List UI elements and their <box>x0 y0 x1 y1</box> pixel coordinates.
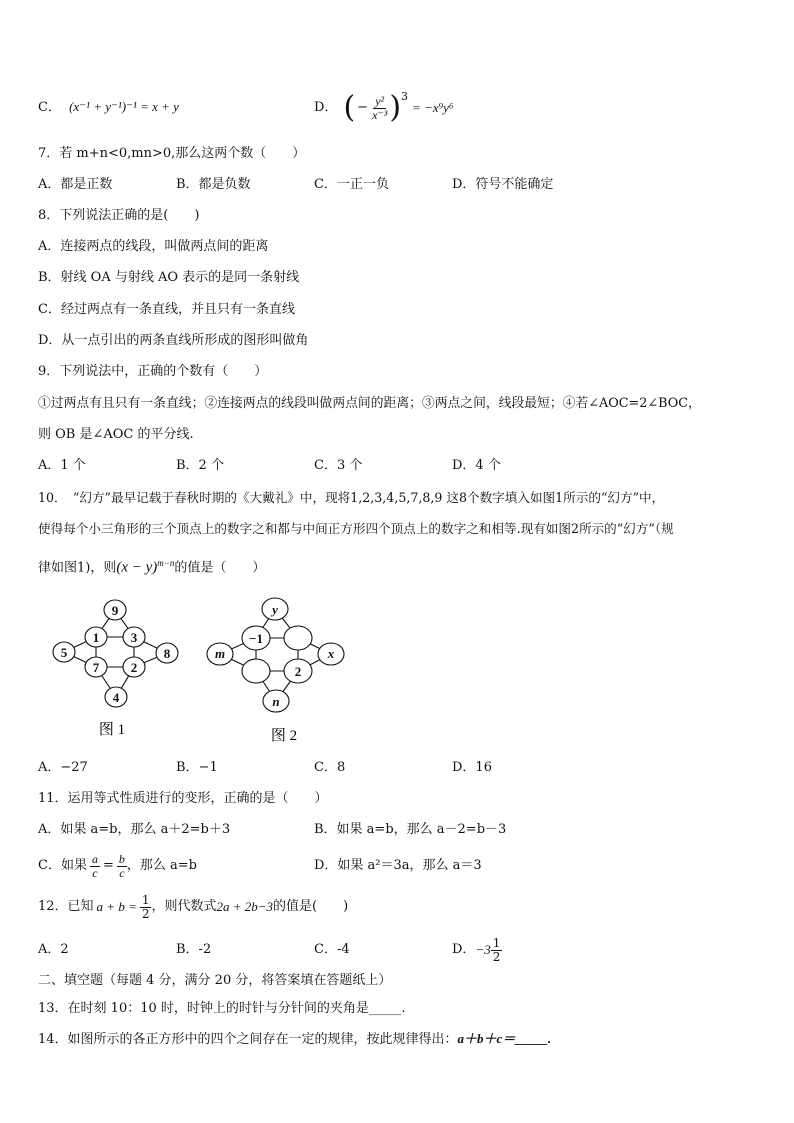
q10-exponent: m−n <box>157 558 175 568</box>
q11-option-b: B．如果 a=b，那么 a－2=b－3 <box>314 822 507 837</box>
q12-option-c: C．-4 <box>314 942 350 957</box>
section-2-heading: 二、填空题（每题 4 分，满分 20 分，将答案填在答题纸上） <box>38 973 392 988</box>
q12-d-den: 2 <box>492 949 501 964</box>
fig2-label-left: m <box>214 646 226 661</box>
q10-line3-prefix: 律如图1)，则 <box>38 560 117 576</box>
q12-stem-prefix: 12．已知 <box>38 899 94 914</box>
q11-c-den-2: c <box>119 865 125 880</box>
fig2-node-bl <box>242 659 270 683</box>
q7-option-a: A．都是正数 <box>38 177 113 192</box>
q11-stem: 11．运用等式性质进行的变形，正确的是（ ） <box>38 791 328 806</box>
fig1-label-top: 9 <box>111 603 119 618</box>
q10-stem-line2: 使得每个小三角形的三个顶点上的数字之和都与中间正方形四个顶点上的数字之和相等.现有如图2所示的“幻方”（规 <box>38 521 674 536</box>
q12-option-a: A．2 <box>38 942 69 957</box>
q10-option-d: D．16 <box>452 760 492 775</box>
q9-option-b: B．2 个 <box>176 458 224 473</box>
q6-d-sign: − <box>357 100 369 115</box>
q12-stem <box>38 889 348 925</box>
q8-option-c: C．经过两点有一条直线，并且只有一条直线 <box>38 302 295 317</box>
q12-d-label: D． <box>452 942 476 957</box>
q10-figure-2 <box>204 596 354 748</box>
q10-option-a: A．−27 <box>38 760 88 775</box>
q13-text: 13．在时刻 10：10 时，时钟上的时针与分针间的夹角是_____. <box>38 1001 406 1016</box>
fig2-node-tr <box>284 626 312 650</box>
q12-d-integer: −3 <box>475 942 491 957</box>
q6-option-d <box>314 86 453 130</box>
q7-option-c: C．一正一负 <box>314 177 389 192</box>
q6-d-numerator: y² <box>375 93 385 108</box>
q9-stem: 9．下列说法中，正确的个数有（ ） <box>38 364 268 379</box>
fig1-label-br: 2 <box>130 660 138 675</box>
q10-line3-suffix: 的值是（ ） <box>174 560 266 576</box>
q10-expression: (x − y) <box>116 559 158 576</box>
q6-c-label: C． <box>38 100 61 115</box>
fig2-label-right: x <box>327 646 335 661</box>
q12-stem-fraction <box>140 894 152 921</box>
q11-option-a: A．如果 a=b，那么 a＋2=b＋3 <box>38 822 231 837</box>
q12-stem-suffix: 的值是( ) <box>273 899 349 914</box>
q11-option-d: D．如果 a²＝3a，那么 a＝3 <box>314 858 482 873</box>
q9-option-d: D．4 个 <box>452 458 501 473</box>
q6-d-close-paren: ) <box>389 90 402 125</box>
q6-c-expression: (x⁻¹ + y⁻¹)⁻¹ = x + y <box>69 99 179 114</box>
q11-c-prefix: C．如果 <box>38 858 87 873</box>
fig1-label-tl: 1 <box>92 630 100 645</box>
q14-prefix: 14．如图所示的各正方形中的四个之间存在一定的规律，按此规律得出： <box>38 1032 458 1047</box>
fig2-label-top: y <box>272 602 278 617</box>
q12-option-b: B．-2 <box>176 942 212 957</box>
q8-option-b: B．射线 OA 与射线 AO 表示的是同一条射线 <box>38 270 300 285</box>
q12-stem-middle: ，则代数式 <box>151 899 217 914</box>
q12-stem-expression-2: 2a + 2b−3 <box>216 899 274 914</box>
q12-d-num: 1 <box>492 935 501 950</box>
fig1-label-tr: 3 <box>130 630 138 645</box>
fig1-label-bottom: 4 <box>112 690 120 705</box>
q11-option-c <box>38 848 197 884</box>
q6-d-label: D． <box>314 100 338 115</box>
q7-option-d: D．符号不能确定 <box>452 177 554 192</box>
q14-expression: a＋b＋c＝_____. <box>457 1031 552 1046</box>
q10-stem-line3 <box>38 554 265 577</box>
fig2-label-tl: −1 <box>249 631 263 646</box>
q9-statements-line2: 则 OB 是∠AOC 的平分线. <box>38 427 194 442</box>
q12-option-d <box>452 932 502 968</box>
q11-c-num-1: a <box>91 851 98 866</box>
q6-d-open-paren: ( <box>343 90 356 125</box>
q12-d-fraction <box>491 937 503 964</box>
fig2-label-bottom: n <box>272 694 280 709</box>
q14-text <box>38 1030 551 1049</box>
q6-d-power: 3 <box>401 90 409 103</box>
q6-d-denominator: x⁻³ <box>372 107 388 122</box>
q7-stem: 7．若 m+n<0,mn>0,那么这两个数（ ） <box>38 146 306 161</box>
q10-option-b: B．−1 <box>176 760 218 775</box>
q10-figure-1 <box>46 596 186 742</box>
fig1-caption: 图 1 <box>98 722 126 738</box>
q11-c-fraction-2 <box>117 853 127 880</box>
q6-d-fraction <box>370 95 389 122</box>
q9-statements-line1: ①过两点有且只有一条直线；②连接两点的线段叫做两点间的距离；③两点之间，线段最短；④若∠AOC=2∠BOC， <box>38 396 701 411</box>
fig2-caption: 图 2 <box>270 728 298 744</box>
q6-d-expression-tail: = −x⁹y⁶ <box>412 100 454 115</box>
fig2-label-br: 2 <box>294 664 302 679</box>
q8-stem: 8．下列说法正确的是( ) <box>38 208 200 223</box>
q8-option-a: A．连接两点的线段，叫做两点间的距离 <box>38 239 269 254</box>
q11-c-equals: = <box>102 858 114 873</box>
q11-c-den-1: c <box>92 865 98 880</box>
q10-stem-line1: 10． “幻方”最早记载于春秋时期的《大戴礼》中，现将1,2,3,4,5,7,8,9 这8个数字填入如图1所示的“幻方”中， <box>38 490 665 505</box>
q12-stem-expression: a + b = <box>96 899 137 914</box>
q12-stem-num: 1 <box>141 892 150 907</box>
fig1-label-left: 5 <box>60 645 68 660</box>
q9-option-c: C．3 个 <box>314 458 363 473</box>
q6-option-c <box>38 98 179 117</box>
q11-c-num-2: b <box>118 851 125 866</box>
q7-option-b: B．都是负数 <box>176 177 251 192</box>
q11-c-fraction-1 <box>90 853 100 880</box>
q11-c-suffix: ，那么 a=b <box>126 858 197 873</box>
q8-option-d: D．从一点引出的两条直线所形成的图形叫做角 <box>38 333 309 348</box>
q9-option-a: A．1 个 <box>38 458 86 473</box>
fig1-label-bl: 7 <box>92 660 100 675</box>
q10-option-c: C．8 <box>314 760 346 775</box>
q12-stem-den: 2 <box>141 906 150 921</box>
fig1-label-right: 8 <box>163 646 171 661</box>
